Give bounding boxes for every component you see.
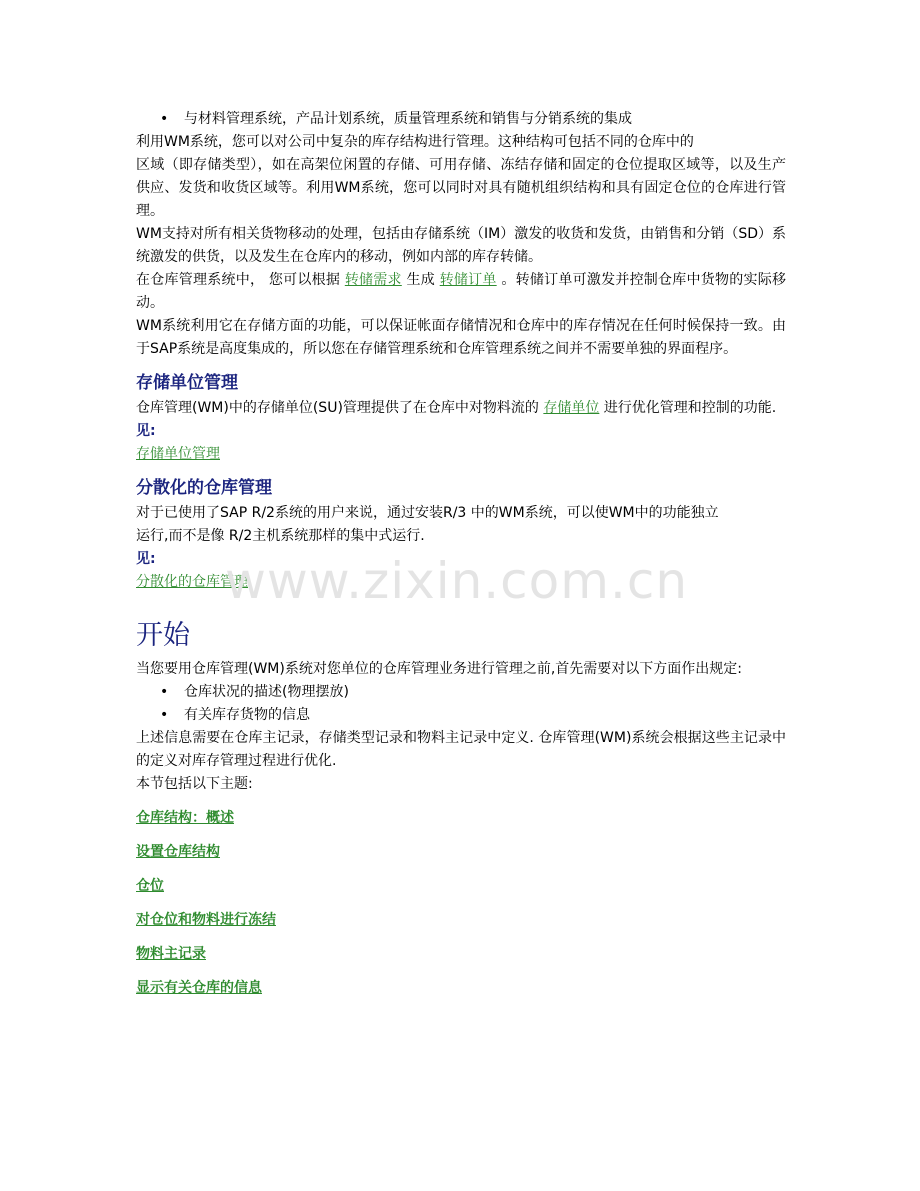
topic-link-display-info[interactable]: 显示有关仓库的信息 — [136, 980, 262, 996]
para-wm-structure-rest: 区域（即存储类型），如在高架位闲置的存储、可用存储、冻结存储和固定的仓位提取区域等，以及生产供应、发货和收货区域等。利用WM系统，您可以同时对具有随机组织结构和具有固定仓位的仓库进行管理。 — [136, 157, 786, 219]
bullet-dot-icon: • — [160, 707, 169, 723]
topic-link-structure-overview[interactable]: 仓库结构：概述 — [136, 810, 234, 826]
bullet-dot-icon: • — [160, 684, 169, 700]
para-dec-line1: 对于已使用了SAP R/2系统的用户来说，通过安装R/3 中的WM系统，可以使WM中的功能独立 — [136, 505, 719, 521]
see-label-dec: 见: — [136, 551, 156, 567]
para-integration: WM系统利用它在存储方面的功能，可以保证帐面存储情况和仓库中的库存情况在任何时候保持一致。由于SAP系统是高度集成的，所以您在存储管理系统和仓库管理系统之间并不需要单独的界面程序。 — [136, 318, 786, 357]
link-storage-unit[interactable]: 存储单位 — [543, 400, 600, 416]
link-decentralized[interactable]: 分散化的仓库管理 — [136, 574, 248, 590]
link-su-management[interactable]: 存储单位管理 — [136, 446, 220, 462]
topic-link-storage-bin[interactable]: 仓位 — [136, 878, 164, 894]
para-transfer: 在仓库管理系统中， 您可以根据 转储需求 生成 转储订单 。转储订单可激发并控制仓库中货物的实际移动。 — [136, 272, 787, 311]
bullet-dot-icon: • — [160, 111, 169, 127]
heading-start: 开始 — [136, 620, 190, 651]
heading-su-management: 存储单位管理 — [136, 373, 238, 393]
link-transfer-requirement[interactable]: 转储需求 — [344, 272, 402, 288]
bullet-integration — [136, 108, 786, 131]
topic-link-blocking[interactable]: 对仓位和物料进行冻结 — [136, 912, 276, 928]
para-su: 仓库管理(WM)中的存储单位(SU)管理提供了在仓库中对物料流的 存储单位 进行优化管理和控制的功能. — [136, 400, 777, 416]
document-page — [136, 108, 786, 1011]
bullet-warehouse-status: • 仓库状况的描述(物理摆放) — [136, 681, 786, 704]
heading-decentralized: 分散化的仓库管理 — [136, 478, 272, 498]
para-start-intro: 当您要用仓库管理(WM)系统对您单位的仓库管理业务进行管理之前,首先需要对以下方面作出规定: — [136, 661, 743, 677]
para-wm-movements: WM支持对所有相关货物移动的处理，包括由存储系统（IM）激发的收货和发货，由销售和分销（SD）系统激发的供货，以及发生在仓库内的移动，例如内部的库存转储。 — [136, 226, 786, 265]
see-label-su: 见: — [136, 423, 156, 439]
para-start-topics: 本节包括以下主题: — [136, 776, 253, 792]
watermark: www.zixin.com.cn — [225, 552, 689, 610]
topic-link-material-master[interactable]: 物料主记录 — [136, 946, 206, 962]
para-wm-structure-line1: 利用WM系统，您可以对公司中复杂的库存结构进行管理。这种结构可包括不同的仓库中的 — [136, 134, 694, 150]
bullet-stock-info: • 有关库存货物的信息 — [136, 704, 786, 727]
topic-link-setup-structure[interactable]: 设置仓库结构 — [136, 844, 220, 860]
bullet-text: 与材料管理系统，产品计划系统，质量管理系统和销售与分销系统的集成 — [184, 111, 632, 127]
para-dec-line2: 运行,而不是像 R/2主机系统那样的集中式运行. — [136, 528, 425, 544]
para-start-records: 上述信息需要在仓库主记录，存储类型记录和物料主记录中定义. 仓库管理(WM)系统会根据这些主记录中的定义对库存管理过程进行优化. — [136, 730, 786, 769]
link-transfer-order[interactable]: 转储订单 — [439, 272, 497, 288]
